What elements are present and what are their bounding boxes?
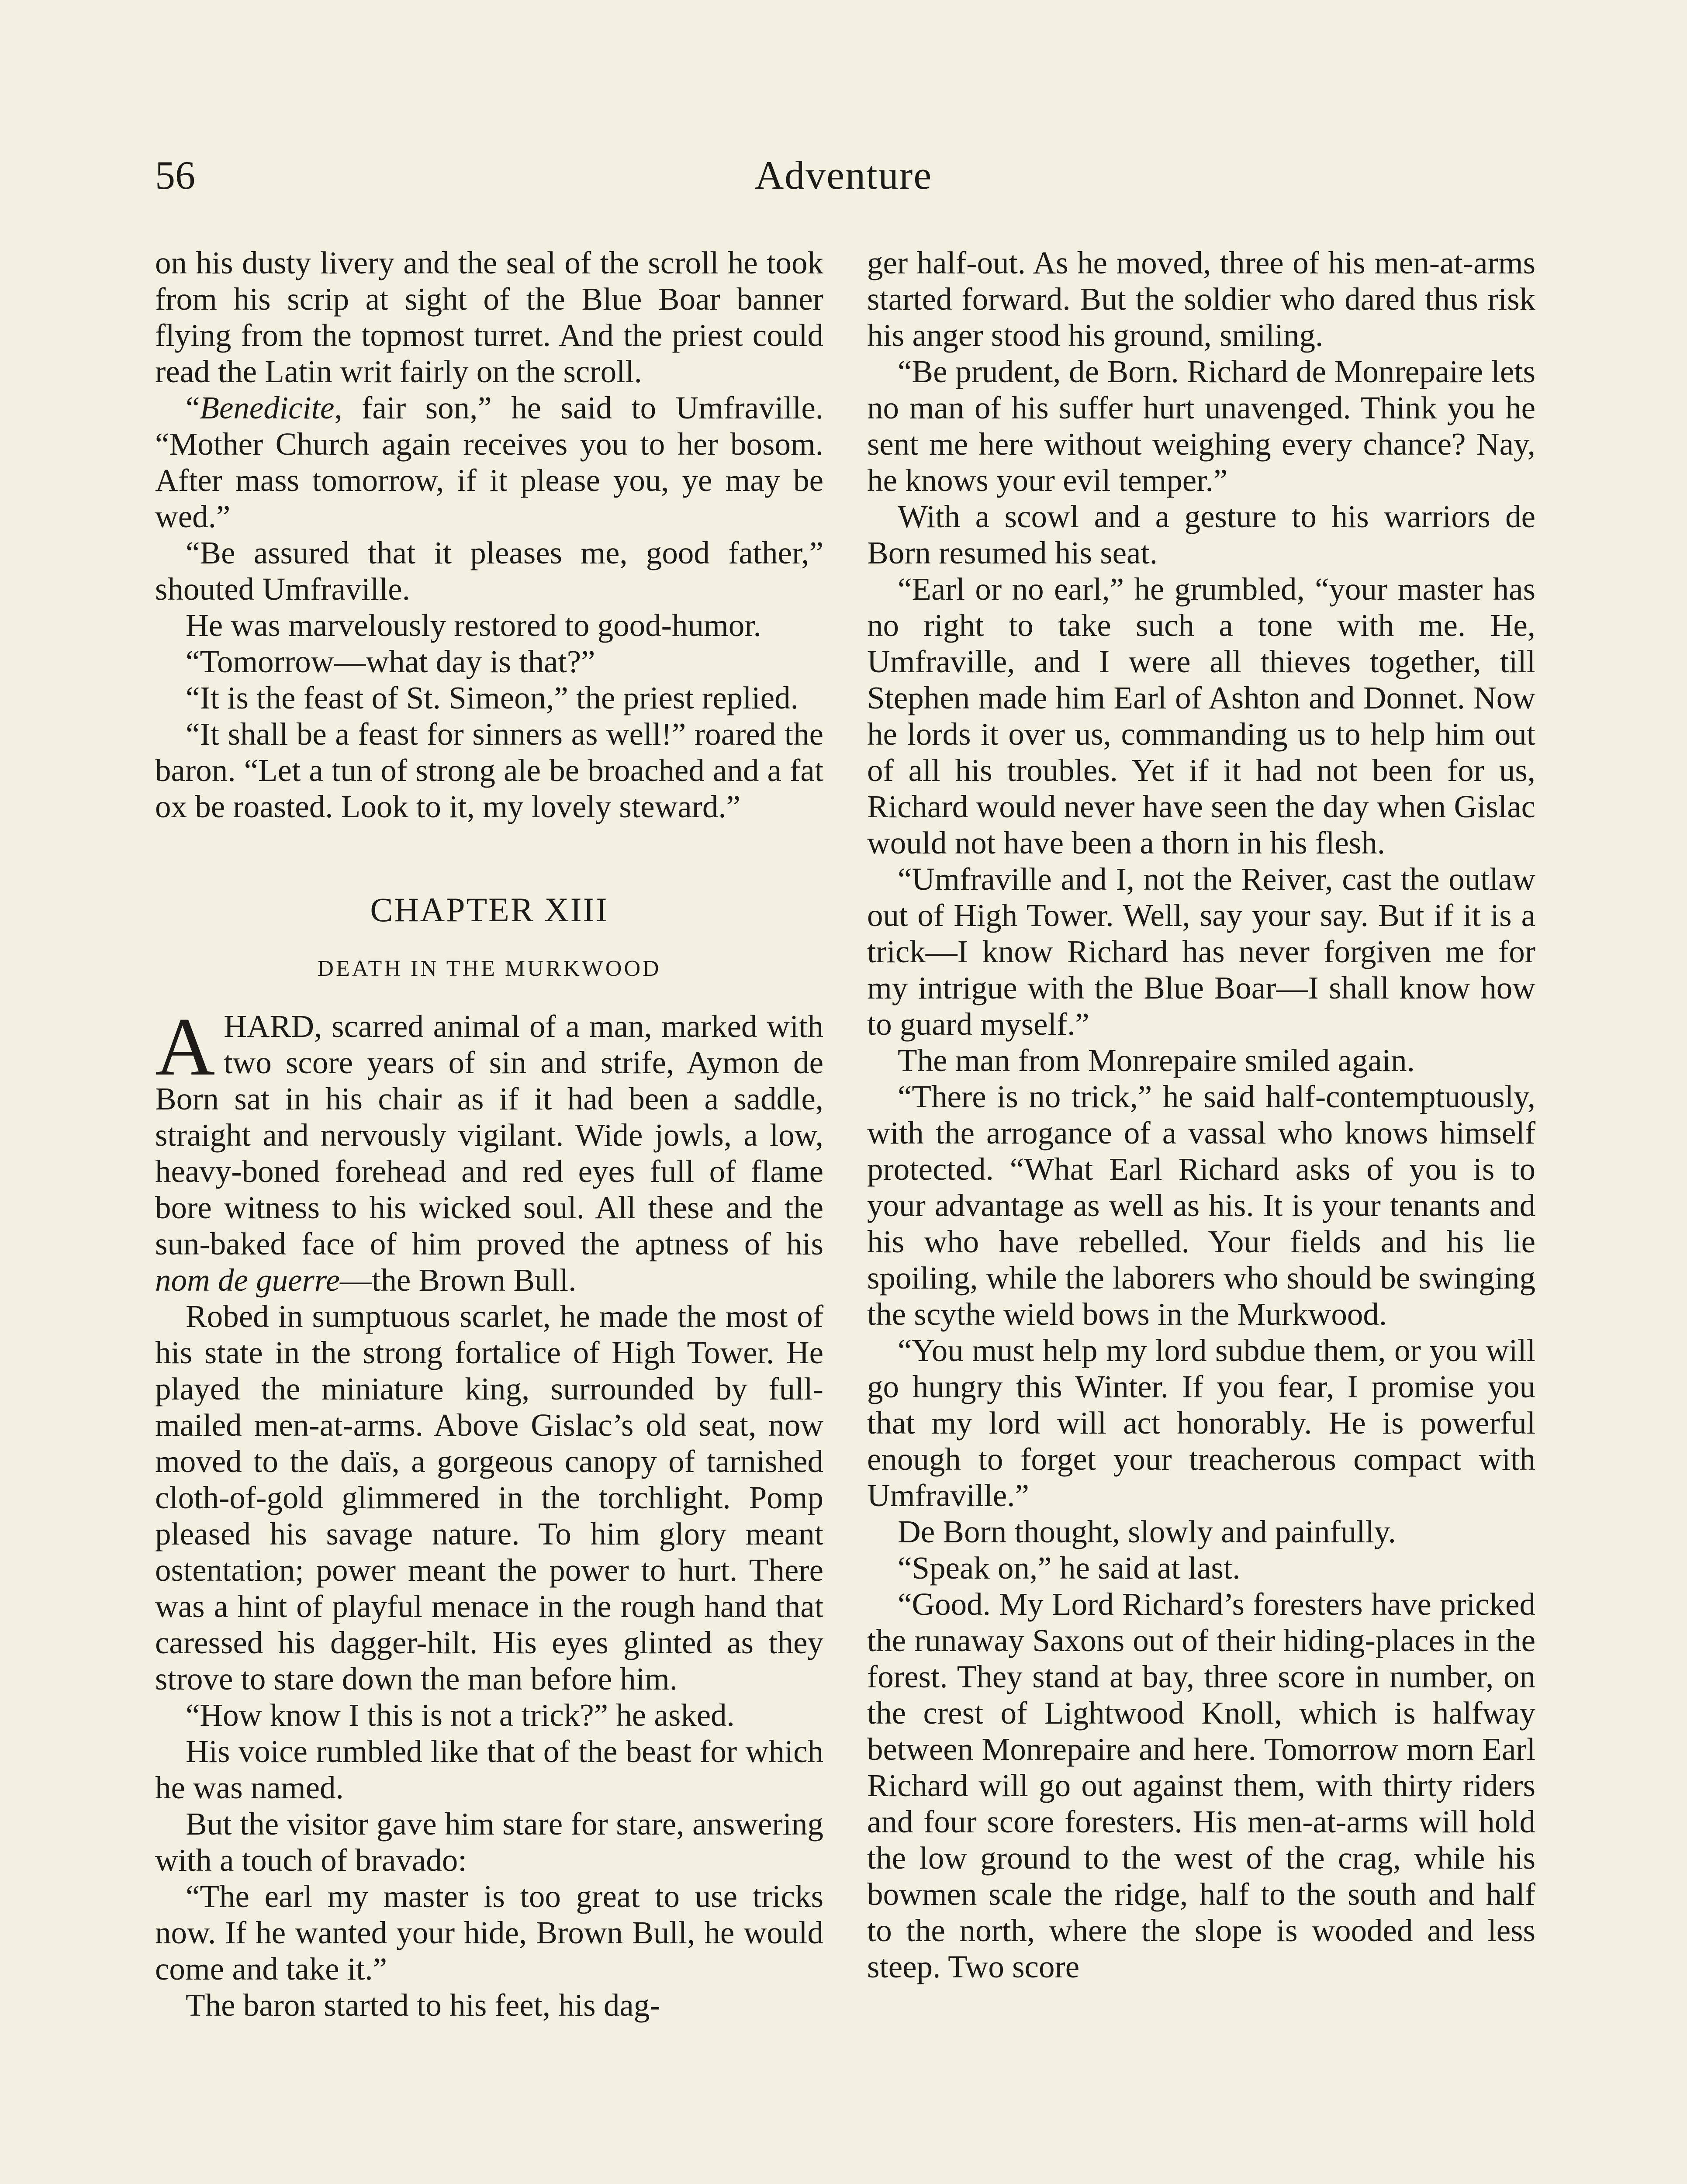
paragraph: “Umfraville and I, not the Reiver, cast the outlaw out of High Tower. Well, say your say. But if it is a trick—I know Richard has never forgiven me for my intrigue with the Blue Boar—I shall know how to guard myself.” — [867, 861, 1535, 1042]
chapter-title: CHAPTER XIII — [370, 891, 608, 929]
paragraph: “The earl my master is too great to use tricks now. If he wanted your hide, Brown Bull, he would come and take it.” — [155, 1879, 823, 1987]
paragraph: Robed in sumptuous scarlet, he made the most of his state in the strong fortalice of High Tower. He played the miniature king, surrounded by full-mailed men-at-arms. Above Gislac’s old seat, now moved to the daïs, a gorgeous canopy of tarnished cloth-of-gold glimmered in the torchlight. Pomp pleased his savage nature. To him glory meant ostentation; power meant the power to hurt. There was a hint of playful menace in the rough hand that caressed his dagger-hilt. His eyes glinted as they strove to stare down the man before him. — [155, 1299, 823, 1697]
left-column — [155, 245, 823, 2023]
paragraph: “Tomorrow—what day is that?” — [186, 644, 595, 679]
paragraph: on his dusty livery and the seal of the scroll he took from his scrip at sight of the Blue Boar banner flying from the topmost turret. And the priest could read the Latin writ fairly on the scroll. — [155, 245, 823, 389]
paragraph: “It shall be a feast for sinners as well!” roared the baron. “Let a tun of strong ale be broached and a fat ox be roasted. Look to it, my lovely steward.” — [155, 716, 823, 824]
paragraph: “Benedicite, fair son,” he said to Umfraville. “Mother Church again receives you to her bosom. After mass tomorrow, if it please you, ye may be wed.” — [155, 390, 823, 534]
paragraph: But the visitor gave him stare for stare, answering with a touch of bravado: — [155, 1806, 823, 1878]
paragraph: ger half-out. As he moved, three of his men-at-arms started forward. But the soldier who dared thus risk his anger stood his ground, smiling. — [867, 245, 1535, 353]
paragraph: “How know I this is not a trick?” he asked. — [186, 1697, 735, 1733]
italic-word: Benedicite — [200, 390, 335, 425]
paragraph: “There is no trick,” he said half-contemptuously, with the arrogance of a vassal who knows himself protected. “What Earl Richard asks of you is to your advantage as well as his. It is your tenants and his who have rebelled. Your fields and his lie spoiling, while the laborers who should be swinging the scythe wield bows in the Murkwood. — [867, 1079, 1535, 1332]
page-number: 56 — [155, 153, 195, 197]
paragraph: “Be assured that it pleases me, good father,” shouted Umfraville. — [155, 535, 823, 607]
paragraph-text: HARD, scarred animal of a man, marked with two score years of sin and strife, Aymon de Born sat in his chair as if it had been a saddle, straight and nervously vigilant. Wide jowls, a low, heavy-boned forehead and red eyes full of flame bore witness to his wicked soul. All these and the sun-baked face of him proved the aptness of his nom de guerre—the Brown Bull. — [155, 1009, 823, 1298]
paragraph — [155, 1001, 823, 1298]
paragraph: “Be prudent, de Born. Richard de Monrepaire lets no man of his suffer hurt unavenged. Think you he sent me here without weighing every chance? Nay, he knows your evil temper.” — [867, 354, 1535, 498]
paragraph: The baron started to his feet, his dag- — [186, 1987, 660, 2023]
paragraph: “It is the feast of St. Simeon,” the priest replied. — [186, 680, 799, 715]
running-head: Adventure — [754, 153, 933, 197]
paragraph: His voice rumbled like that of the beast for which he was named. — [155, 1734, 823, 1805]
paragraph: With a scowl and a gesture to his warriors de Born resumed his seat. — [867, 499, 1535, 570]
paragraph: “Good. My Lord Richard’s foresters have pricked the runaway Saxons out of their hiding-places in the forest. They stand at bay, three score in number, on the crest of Lightwood Knoll, which is halfway between Monrepaire and here. Tomorrow morn Earl Richard will go out against them, with thirty riders and four score foresters. His men-at-arms will hold the low ground to the west of the crag, while his bowmen scale the ridge, half to the south and half to the north, where the slope is wooded and less steep. Two score — [867, 1586, 1535, 1984]
paragraph: He was marvelously restored to good-humor. — [186, 608, 761, 643]
paragraph: De Born thought, slowly and painfully. — [898, 1514, 1396, 1549]
drop-cap: A — [155, 1001, 215, 1093]
paragraph-text: , fair son,” he said to Umfraville. “Mother Church again receives you to her bosom. After mass tomorrow, if it please you, ye may be wed.” — [155, 390, 823, 534]
paragraph: “You must help my lord subdue them, or you will go hungry this Winter. If you fear, I promise you that my lord will act honorably. He is powerful enough to forget your treacherous compact with Umfraville.” — [867, 1333, 1535, 1513]
paragraph: “Earl or no earl,” he grumbled, “your master has no right to take such a tone with me. He, Umfraville, and I were all thieves together, till Stephen made him Earl of Ashton and Donnet. Now he lords it over us, commanding us to help him out of all his troubles. Yet if it had not been for us, Richard would never have seen the day when Gislac would not have been a thorn in his flesh. — [867, 571, 1535, 860]
italic-phrase: nom de guerre — [155, 1262, 340, 1298]
paragraph: “Speak on,” he said at last. — [898, 1550, 1241, 1586]
paragraph: The man from Monrepaire smiled again. — [898, 1043, 1415, 1078]
chapter-subtitle: DEATH IN THE MURKWOOD — [317, 956, 661, 981]
right-column — [867, 245, 1535, 1985]
